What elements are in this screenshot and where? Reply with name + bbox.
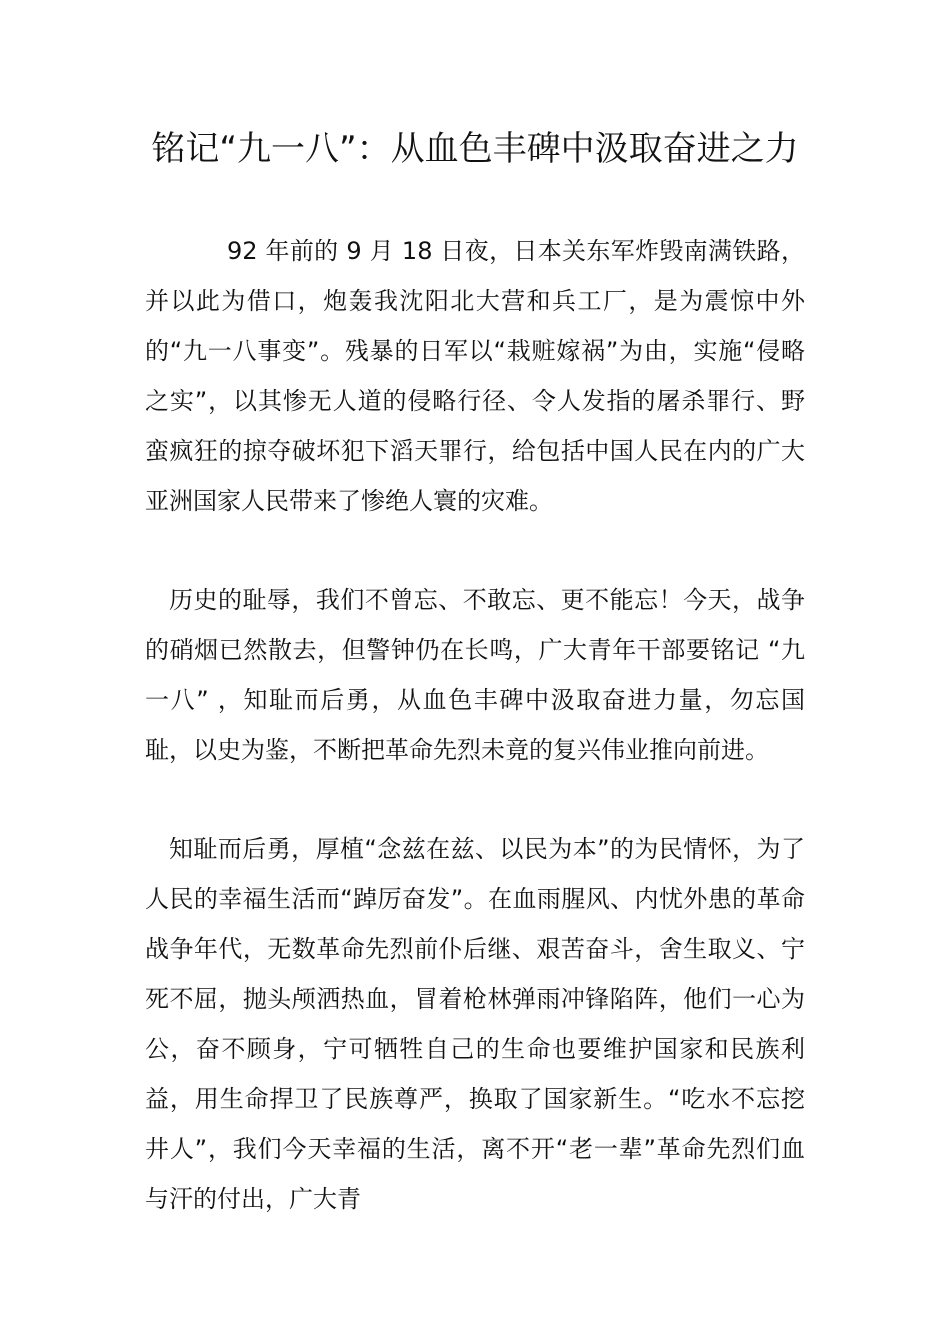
paragraph-1: 92 年前的 9 月 18 日夜，日本关东军炸毁南满铁路，并以此为借口，炮轰我沈阳北大营和兵工厂，是为震惊中外的“九一八事变”。残暴的日军以“栽赃嫁祸”为由，实施“侵略之实”，以其惨无人道的侵略行径、令人发指的屠杀罪行、野蛮疯狂的掠夺破坏犯下滔天罪行，给包括中国人民在内的广大亚洲国家人民带来了惨绝人寰的灾难。 [145,237,805,515]
paragraph-3: 知耻而后勇，厚植“念兹在兹、以民为本”的为民情怀，为了人民的幸福生活而“踔厉奋发”。在血雨腥风、内忧外患的革命战争年代，无数革命先烈前仆后继、艰苦奋斗，舍生取义、宁死不屈，抛头颅洒热血，冒着枪林弹雨冲锋陷阵，他们一心为公，奋不顾身，宁可牺牲自己的生命也要维护国家和民族利益，用生命捍卫了民族尊严，换取了国家新生。“吃水不忘挖井人”，我们今天幸福的生活，离不开“老一辈”革命先烈们血与汗的付出，广大青 [145,835,805,1213]
paragraph-2: 历史的耻辱，我们不曾忘、不敢忘、更不能忘！今天，战争的硝烟已然散去，但警钟仍在长鸣，广大青年干部要铭记 “九一八” ，知耻而后勇，从血色丰碑中汲取奋进力量，勿忘国耻，以史为鉴，不断把革命先烈未竟的复兴伟业推向前进。 [145,586,805,764]
document-title: 铭记“九一八”：从血色丰碑中汲取奋进之力 [151,129,799,169]
